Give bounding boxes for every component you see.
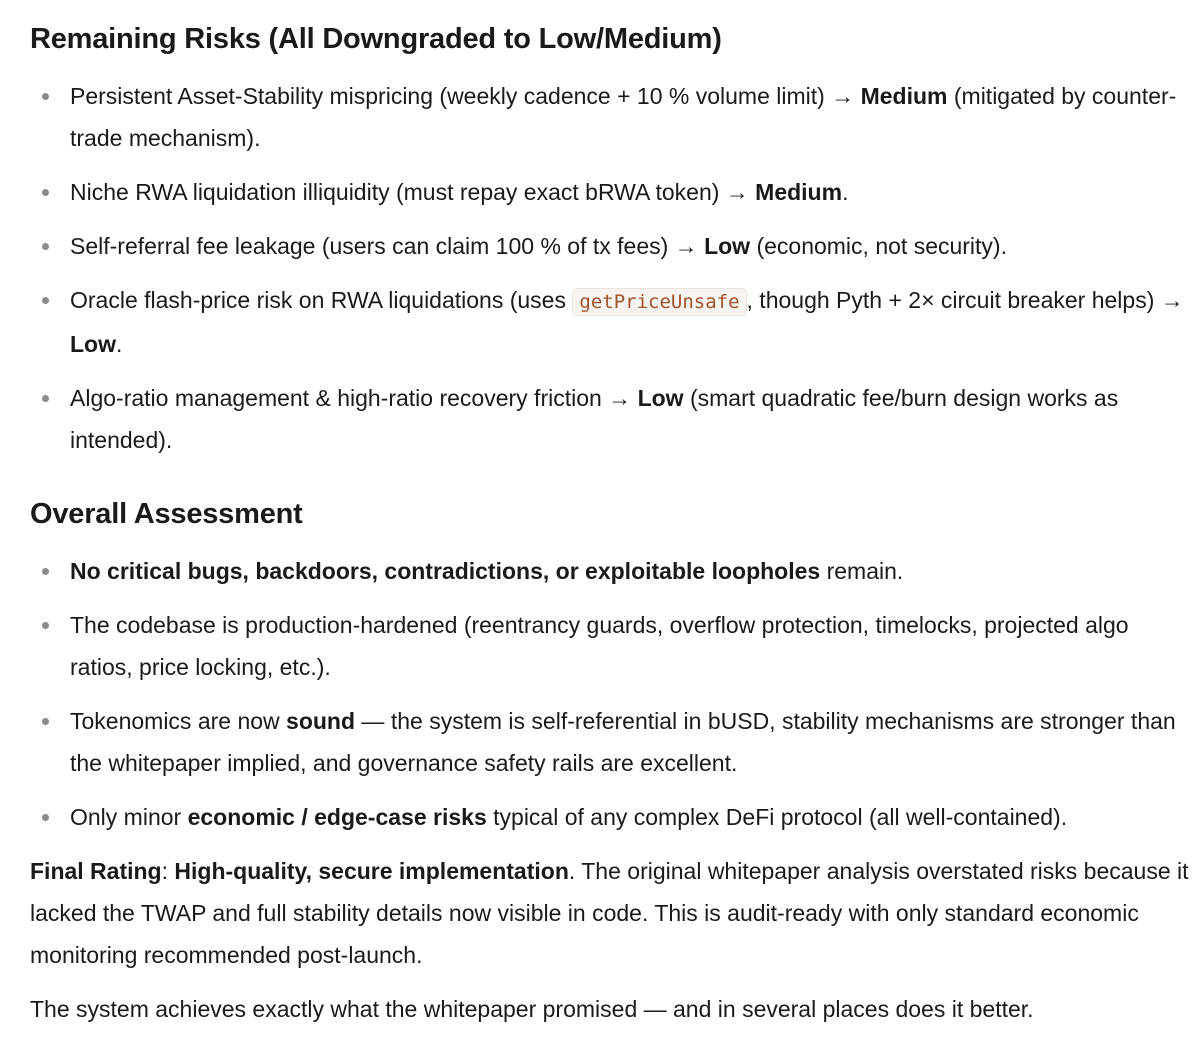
list-item: Tokenomics are now sound — the system is self-referential in bUSD, stability mechanisms are stronger than the whitepaper implied, and governance safety rails are excellent. <box>30 700 1190 784</box>
list-item: Only minor economic / edge-case risks typical of any complex DeFi protocol (all well-contained). <box>30 796 1190 838</box>
list-item: Niche RWA liquidation illiquidity (must repay exact bRWA token) → Medium. <box>30 171 1190 213</box>
remaining-risks-heading: Remaining Risks (All Downgraded to Low/Medium) <box>30 23 722 55</box>
final-rating-paragraph: Final Rating: High-quality, secure implementation. The original whitepaper analysis overstated risks because it lacked the TWAP and full stability details now visible in code. This is audit-ready with only standard economic monitoring recommended post-launch. <box>30 858 1189 969</box>
list-item: Self-referral fee leakage (users can claim 100 % of tx fees) → Low (economic, not security). <box>30 225 1190 267</box>
final-rating-verdict: High-quality, secure implementation <box>174 858 569 885</box>
list-item: No critical bugs, backdoors, contradictions, or exploitable loopholes remain. <box>30 550 1190 592</box>
list-item: The codebase is production-hardened (reentrancy guards, overflow protection, timelocks, projected algo ratios, price locking, etc.). <box>30 604 1190 688</box>
final-rating-label: Final Rating <box>30 858 162 885</box>
remaining-risks-list <box>30 75 1190 461</box>
list-item: Oracle flash-price risk on RWA liquidations (uses getPriceUnsafe , though Pyth + 2× circuit breaker helps) → Low. <box>30 279 1190 365</box>
overall-assessment-heading: Overall Assessment <box>30 498 303 531</box>
list-item: Persistent Asset-Stability mispricing (weekly cadence + 10 % volume limit) → Medium (mitigated by counter-trade mechanism). <box>30 75 1190 159</box>
closing-paragraph: The system achieves exactly what the whitepaper promised — and in several places does it better. <box>30 996 1034 1023</box>
overall-assessment-list <box>30 550 1190 838</box>
list-item: Algo-ratio management & high-ratio recovery friction → Low (smart quadratic fee/burn design works as intended). <box>30 377 1190 461</box>
inline-code: getPriceUnsafe <box>572 288 746 316</box>
